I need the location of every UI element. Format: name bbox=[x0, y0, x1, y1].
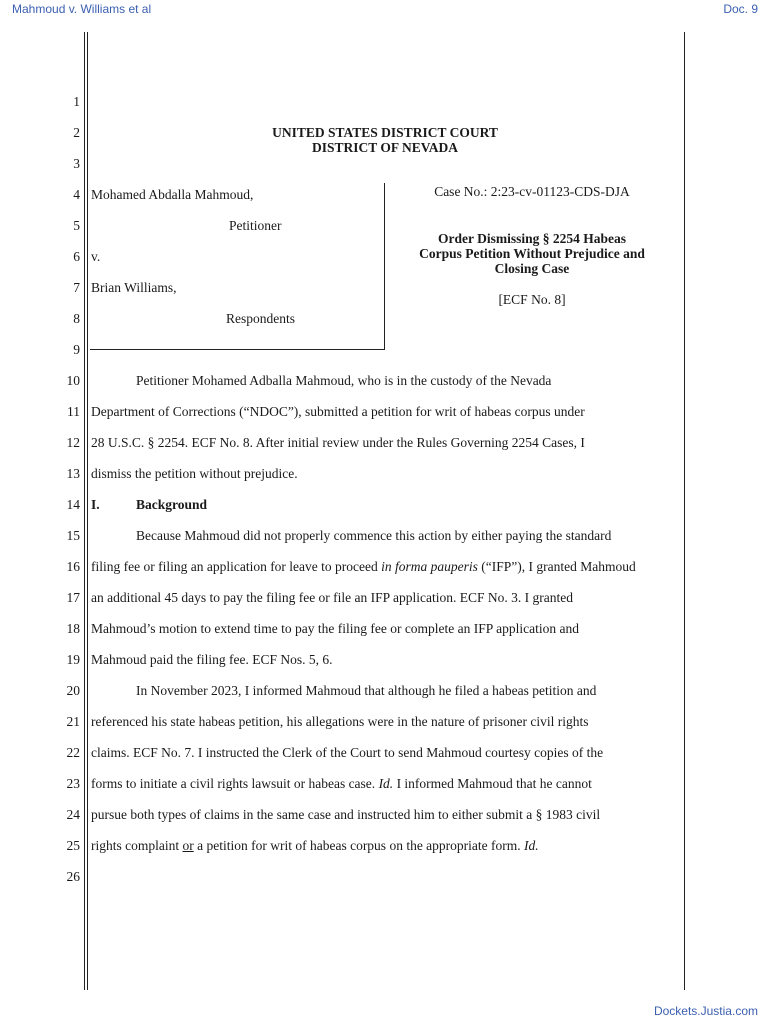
line-number: 22 bbox=[66, 745, 80, 760]
text-span: I informed Mahmoud that he cannot bbox=[393, 776, 592, 791]
text-span: forms to initiate a civil rights lawsuit or habeas case. bbox=[91, 776, 379, 791]
body-line-16 bbox=[91, 559, 636, 575]
justia-dockets-link[interactable]: Dockets.Justia.com bbox=[653, 1004, 758, 1018]
petitioner-label: Petitioner bbox=[229, 218, 282, 233]
left-margin-rule-outer bbox=[84, 32, 85, 990]
line-number: 15 bbox=[66, 528, 80, 543]
body-line-15: Because Mahmoud did not properly commence this action by either paying the standard bbox=[136, 528, 612, 543]
line-number: 7 bbox=[73, 280, 80, 295]
body-line-20: In November 2023, I informed Mahmoud that although he filed a habeas petition and bbox=[136, 683, 597, 698]
line-number: 11 bbox=[67, 404, 80, 419]
caption-box-bottom-border bbox=[90, 349, 385, 350]
body-line-25 bbox=[91, 838, 539, 854]
line-number: 6 bbox=[73, 249, 80, 264]
line-number: 9 bbox=[73, 342, 80, 357]
left-margin-rule-inner bbox=[87, 32, 88, 990]
respondent-label: Respondents bbox=[226, 311, 295, 326]
section-heading: Background bbox=[136, 497, 208, 512]
respondent-name: Brian Williams, bbox=[91, 280, 177, 295]
body-line-19: Mahmoud paid the filing fee. ECF Nos. 5, 6. bbox=[91, 652, 333, 667]
court-name: UNITED STATES DISTRICT COURT bbox=[272, 125, 498, 140]
line-number: 2 bbox=[73, 125, 80, 140]
line-number: 5 bbox=[73, 218, 80, 233]
doc-number-link[interactable]: Doc. 9 bbox=[723, 2, 758, 16]
body-line-23 bbox=[91, 776, 592, 792]
underlined-word: or bbox=[182, 838, 194, 853]
body-line-18: Mahmoud’s motion to extend time to pay the filing fee or complete an IFP application and bbox=[91, 621, 580, 636]
line-number: 14 bbox=[66, 497, 80, 512]
right-margin-rule bbox=[684, 32, 685, 990]
line-number: 16 bbox=[66, 559, 80, 574]
body-line-11: Department of Corrections (“NDOC”), submitted a petition for writ of habeas corpus under bbox=[91, 404, 585, 419]
section-number: I. bbox=[91, 497, 100, 512]
petitioner-name: Mohamed Abdalla Mahmoud, bbox=[91, 187, 254, 202]
line-number: 23 bbox=[66, 776, 80, 791]
case-number: Case No.: 2:23-cv-01123-CDS-DJA bbox=[434, 184, 630, 199]
line-number: 12 bbox=[66, 435, 80, 450]
body-line-21: referenced his state habeas petition, his allegations were in the nature of prisoner civil rights bbox=[91, 714, 589, 729]
line-number: 21 bbox=[66, 714, 80, 729]
italic-citation: Id. bbox=[524, 838, 539, 853]
caption-box-right-border bbox=[384, 183, 385, 349]
versus: v. bbox=[91, 249, 101, 264]
text-span: rights complaint bbox=[91, 838, 183, 853]
line-number: 1 bbox=[73, 94, 80, 109]
text-span: (“IFP”), I granted Mahmoud bbox=[477, 559, 636, 574]
line-number: 4 bbox=[73, 187, 80, 202]
order-title-line2: Corpus Petition Without Prejudice and bbox=[419, 246, 645, 261]
line-number: 3 bbox=[73, 156, 80, 171]
line-number: 17 bbox=[66, 590, 80, 605]
line-number: 25 bbox=[66, 838, 80, 853]
line-number: 20 bbox=[66, 683, 80, 698]
body-line-24: pursue both types of claims in the same case and instructed him to either submit a § 1983 civil bbox=[91, 807, 601, 822]
text-span: a petition for writ of habeas corpus on the appropriate form. bbox=[193, 838, 525, 853]
ecf-reference: [ECF No. 8] bbox=[498, 292, 566, 307]
case-name-link[interactable]: Mahmoud v. Williams et al bbox=[12, 2, 152, 16]
line-number: 13 bbox=[66, 466, 80, 481]
italic-phrase: in forma pauperis bbox=[381, 559, 478, 574]
line-number: 8 bbox=[73, 311, 80, 326]
court-district: DISTRICT OF NEVADA bbox=[311, 140, 459, 155]
order-title-line3: Closing Case bbox=[494, 261, 570, 276]
text-span: filing fee or filing an application for leave to proceed bbox=[91, 559, 382, 574]
body-line-17: an additional 45 days to pay the filing fee or file an IFP application. ECF No. 3. I granted bbox=[91, 590, 574, 605]
line-number: 26 bbox=[66, 869, 80, 884]
body-line-12: 28 U.S.C. § 2254. ECF No. 8. After initial review under the Rules Governing 2254 Cases, I bbox=[91, 435, 585, 450]
line-number: 18 bbox=[66, 621, 80, 636]
line-number: 24 bbox=[66, 807, 80, 822]
body-line-10: Petitioner Mohamed Adballa Mahmoud, who is in the custody of the Nevada bbox=[136, 373, 552, 388]
body-line-13: dismiss the petition without prejudice. bbox=[91, 466, 298, 481]
order-title-line1: Order Dismissing § 2254 Habeas bbox=[437, 231, 626, 246]
line-number: 10 bbox=[66, 373, 80, 388]
line-number: 19 bbox=[66, 652, 80, 667]
italic-citation: Id. bbox=[378, 776, 394, 791]
body-line-22: claims. ECF No. 7. I instructed the Clerk of the Court to send Mahmoud courtesy copies of the bbox=[91, 745, 604, 760]
